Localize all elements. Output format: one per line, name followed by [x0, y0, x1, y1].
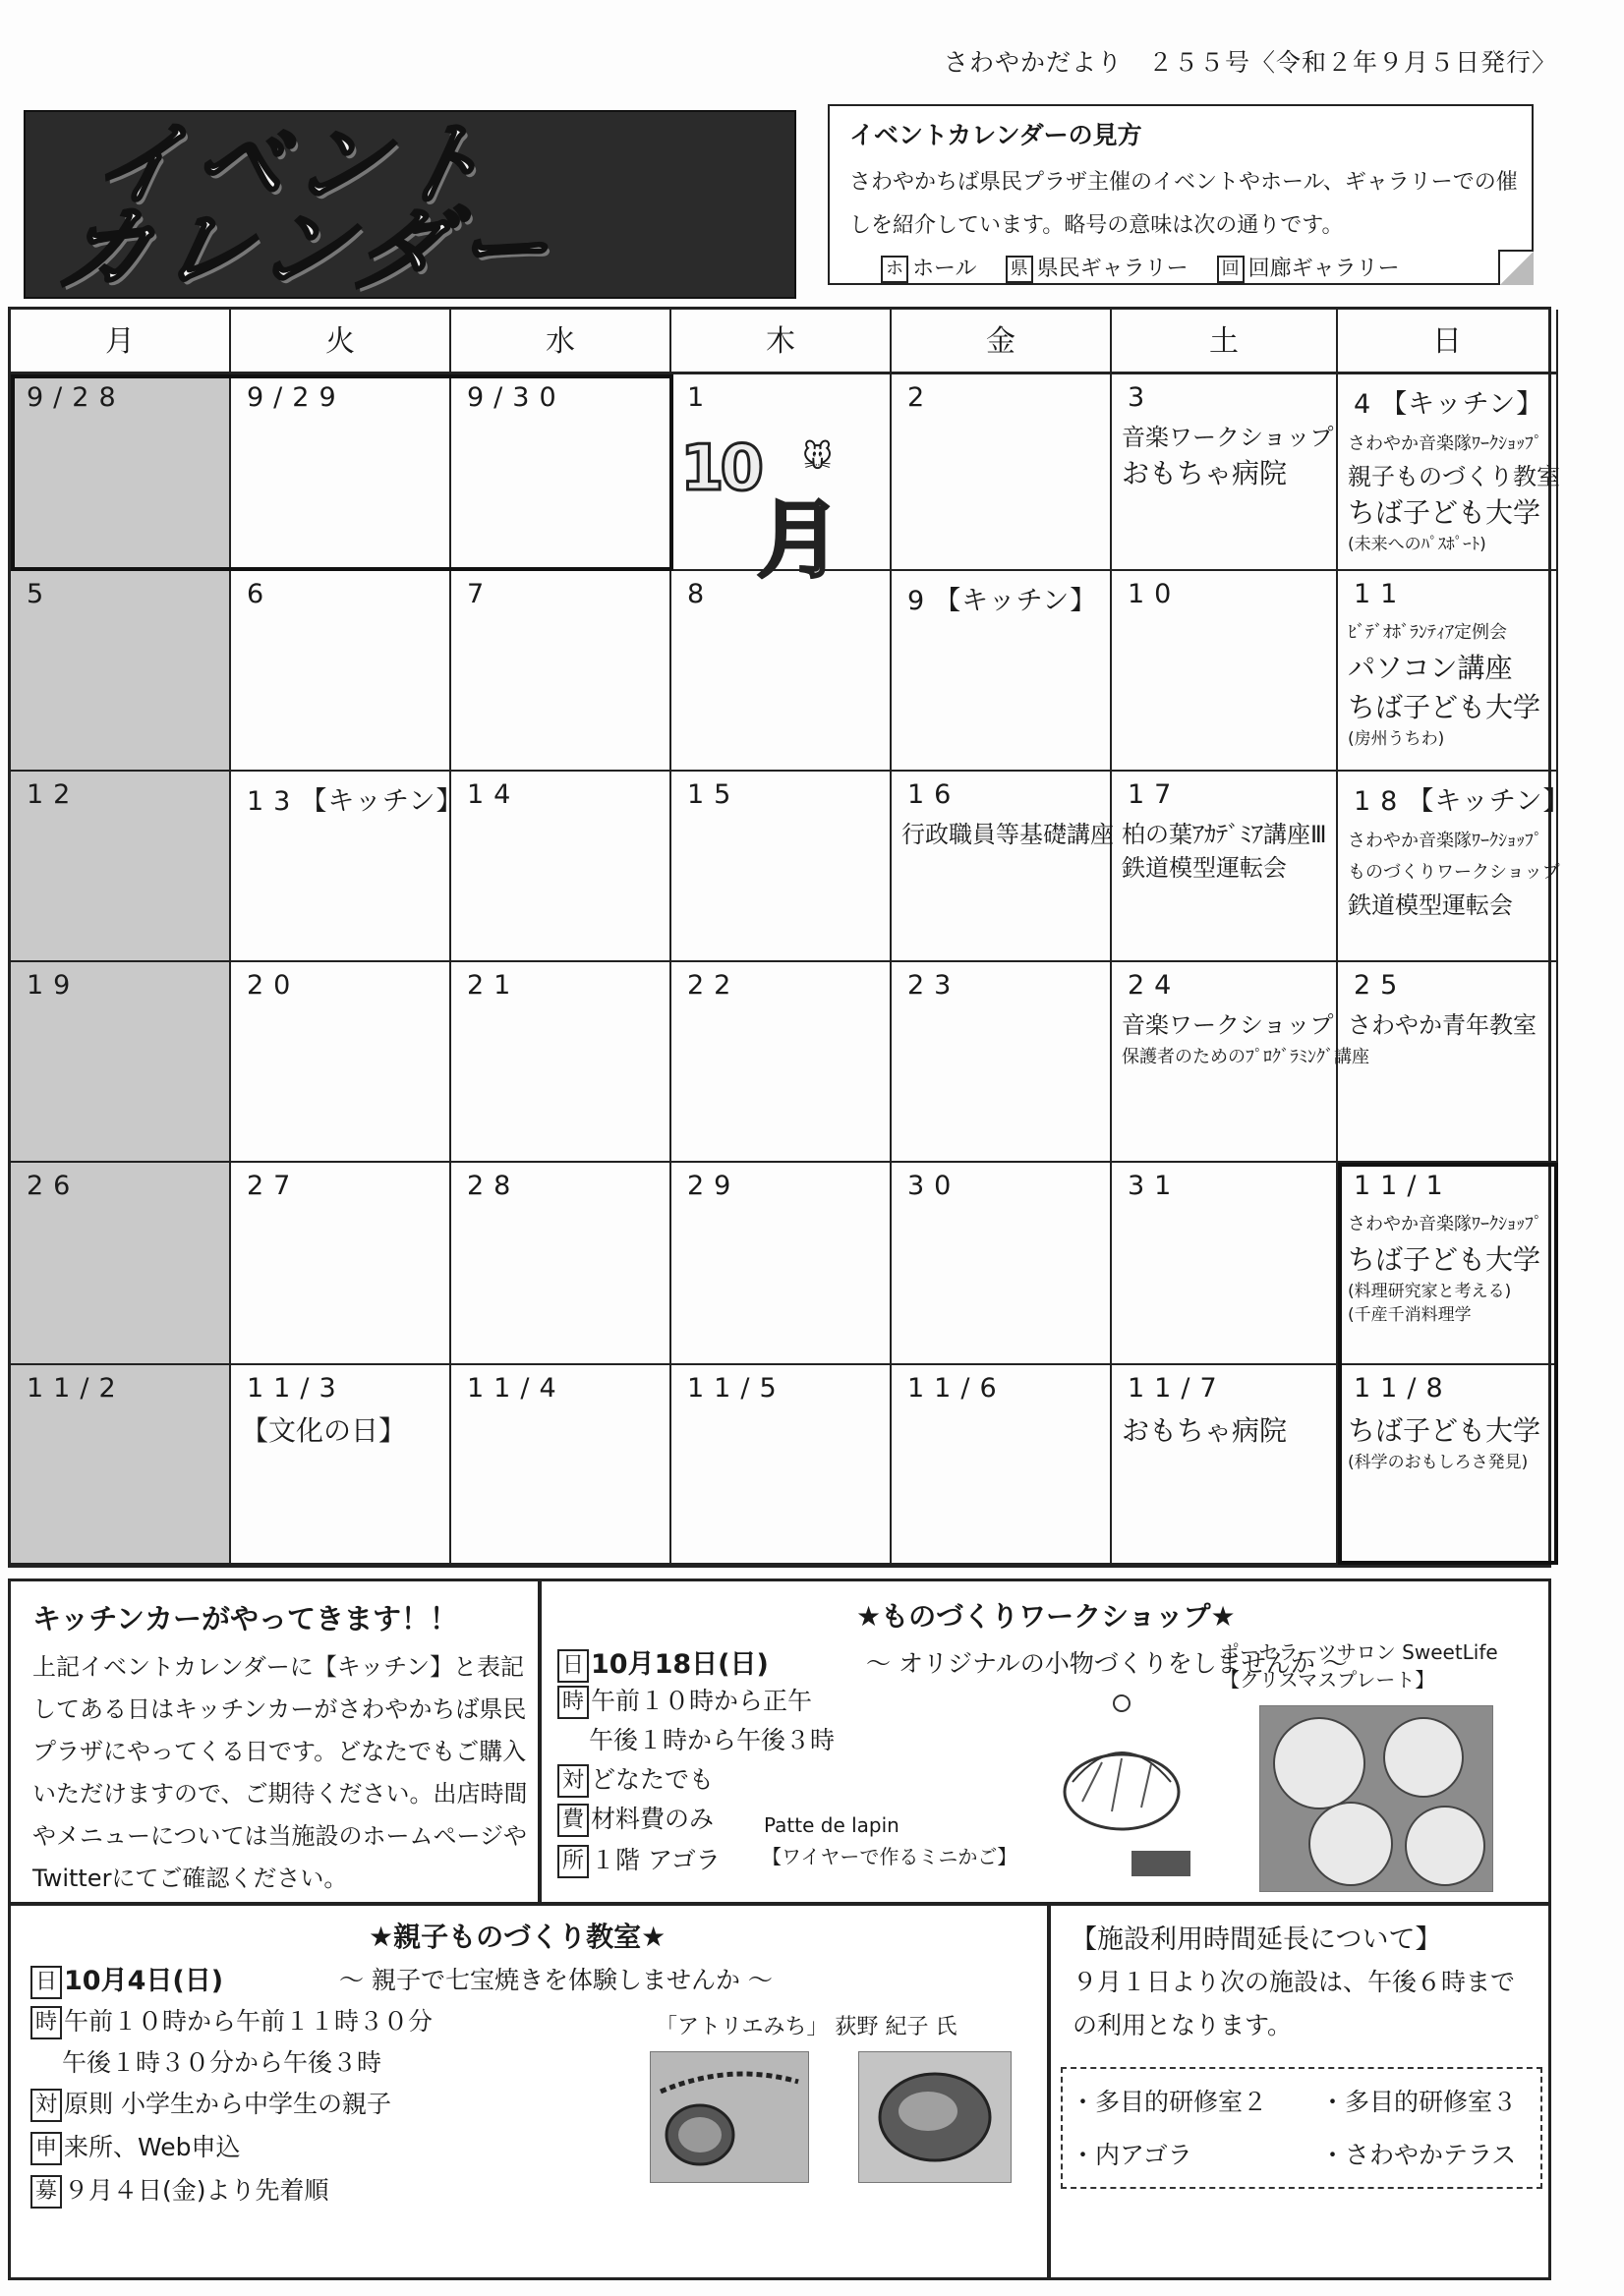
day-number	[247, 779, 464, 818]
calendar-day-cell	[11, 1163, 231, 1365]
workshop-subtitle: ～ オリジナルの小物づくりをしませんか ～	[866, 1649, 1348, 1678]
date-key-icon: 日	[30, 1966, 62, 1999]
oyako-subtitle: ～ 親子で七宝焼きを体験しませんか ～	[339, 1966, 773, 1994]
day-number	[467, 579, 660, 609]
day-number	[467, 1171, 660, 1201]
fee-key-icon: 費	[557, 1804, 589, 1837]
calendar-day-cell	[1112, 772, 1338, 962]
calendar-day-cell	[11, 962, 231, 1163]
day-date: 5	[27, 579, 54, 609]
kitchen-title: キッチンカーがやってきます！！	[32, 1602, 458, 1636]
cloisonne-plate-photo	[858, 2051, 1012, 2183]
event-entry: 音楽ワークショップ	[1122, 1011, 1334, 1039]
workshop-target: どなたでも	[591, 1765, 715, 1794]
weekday-header: 金	[892, 310, 1112, 374]
day-number	[247, 579, 439, 609]
day-number	[687, 970, 880, 1001]
event-entry: (科学のおもしろさ発見)	[1348, 1453, 1529, 1472]
event-entry: (料理研究家と考える)	[1348, 1282, 1512, 1301]
day-date: 18	[1354, 786, 1408, 817]
day-date: 2	[907, 382, 935, 413]
day-number	[467, 1373, 660, 1404]
day-date: 10	[1128, 579, 1182, 609]
page-fold-icon	[1498, 250, 1534, 285]
day-date: 11/4	[467, 1373, 566, 1404]
day-date: 11/2	[27, 1373, 126, 1404]
calendar-day-cell	[892, 571, 1112, 772]
legend-key-hall	[881, 257, 977, 281]
day-number	[1354, 1171, 1546, 1201]
day-number	[1128, 579, 1326, 609]
kitchen-tag: 【キッチン】	[934, 586, 1098, 616]
day-date: 30	[907, 1171, 961, 1201]
kitchen-tag: 【キッチン】	[300, 786, 464, 817]
workshop-time-row	[557, 1682, 812, 1719]
christmas-plate-photo	[1259, 1705, 1493, 1892]
event-entry: 鉄道模型運転会	[1122, 854, 1287, 882]
event-entry: おもちゃ病院	[1122, 457, 1288, 489]
event-entry: (未来へのﾊﾟｽﾎﾟｰﾄ)	[1348, 535, 1486, 554]
day-date: 27	[247, 1171, 301, 1201]
event-entry: ちば子ども大学	[1348, 1414, 1541, 1447]
day-date: 11/8	[1354, 1373, 1453, 1404]
monozukuri-workshop-section	[539, 1578, 1551, 1905]
event-entry: さわやか音楽隊ﾜｰｸｼｮｯﾌﾟ	[1348, 831, 1542, 851]
day-date: 11/7	[1128, 1373, 1227, 1404]
day-number	[27, 1373, 219, 1404]
calendar-day-cell	[11, 772, 231, 962]
calendar-day-cell	[451, 571, 671, 772]
calendar-day-cell	[1112, 962, 1369, 1163]
workshop-fee: 材料費のみ	[591, 1805, 715, 1833]
day-date: 1	[687, 382, 715, 413]
day-date: 6	[247, 579, 274, 609]
day-date: 7	[467, 579, 494, 609]
workshop-fee-row	[557, 1800, 714, 1837]
event-entry: 柏の葉ｱｶﾃﾞﾐｱ講座Ⅲ	[1122, 821, 1327, 848]
legend-body: さわやかちば県民プラザ主催のイベントやホール、ギャラリーでの催しを紹介しています。略号の意味は次の通りです。	[849, 170, 1518, 238]
legend-box	[828, 104, 1534, 285]
day-number	[1128, 779, 1326, 810]
day-number	[687, 1171, 880, 1201]
day-number	[907, 970, 1100, 1001]
workshop-title: ★ものづくりワークショップ★	[856, 1600, 1236, 1633]
day-number	[247, 382, 439, 413]
day-number	[247, 1171, 439, 1201]
oyako-date: 10月4日(日)	[64, 1966, 224, 1996]
legend-key-corridor	[1217, 257, 1400, 281]
day-number	[907, 1171, 1100, 1201]
workshop-time-pm: 午後１時から午後３時	[589, 1726, 836, 1754]
calendar-day-cell	[892, 962, 1112, 1163]
day-number	[687, 1373, 880, 1404]
event-entry: パソコン講座	[1348, 652, 1513, 684]
calendar-day-cell	[1112, 1163, 1338, 1365]
legend-title: イベントカレンダーの見方	[849, 121, 1142, 149]
day-number	[27, 579, 219, 609]
facility-list	[1061, 2067, 1542, 2189]
oyako-apply: 来所、Web申込	[64, 2133, 241, 2161]
calendar-day-cell	[451, 374, 671, 571]
day-date: 29	[687, 1171, 741, 1201]
kitchen-body: 上記イベントカレンダーに【キッチン】と表記してある日はキッチンカーがさわやかちば県民プラザにやってくる日です。どなたでもご購入いただけますので、ご期待ください。出店時間やメニューについては当施設のホームページやTwitterにてご確認ください。	[32, 1653, 528, 1892]
calendar-day-cell	[671, 772, 892, 962]
wire-basket-photo	[1043, 1684, 1204, 1890]
cloisonne-pendant-photo	[650, 2051, 809, 2183]
kitchen-car-section	[8, 1578, 541, 1905]
oyako-time-row	[30, 2002, 433, 2039]
day-number	[27, 1171, 219, 1201]
oyako-time-pm: 午後１時３０分から午後３時	[62, 2048, 382, 2077]
day-date: 25	[1354, 970, 1408, 1001]
hall-key-icon: ホ	[881, 256, 908, 283]
day-date: 20	[247, 970, 301, 1001]
gallery-key-icon: 県	[1006, 256, 1033, 283]
legend-keys	[881, 252, 1421, 283]
calendar-day-cell	[231, 1163, 451, 1365]
day-date: 9/29	[247, 382, 346, 413]
day-number	[1354, 1373, 1546, 1404]
month-number: 10	[680, 432, 761, 505]
legend-key-label: 回廊ギャラリー	[1247, 257, 1400, 281]
weekday-header: 水	[451, 310, 671, 374]
oyako-target: 原則 小学生から中学生の親子	[64, 2090, 391, 2118]
calendar-day-cell	[671, 1365, 892, 1565]
event-calendar-banner	[24, 110, 796, 302]
workshop-time-row-2	[589, 1721, 835, 1756]
day-date: 11/5	[687, 1373, 786, 1404]
calendar-day-cell	[1112, 374, 1338, 571]
time-key-icon: 時	[30, 2006, 62, 2039]
banner-line-1: イベント	[83, 112, 507, 217]
legend-key-gallery	[1006, 257, 1189, 281]
day-date: 19	[27, 970, 81, 1001]
calendar-day-cell	[892, 1163, 1112, 1365]
legend-key-label: 県民ギャラリー	[1036, 257, 1189, 281]
day-date: 9	[907, 586, 935, 616]
calendar-day-cell	[451, 772, 671, 962]
workshop-target-row	[557, 1760, 714, 1798]
calendar-day-cell	[1112, 571, 1338, 772]
facility-title: 【施設利用時間延長について】	[1071, 1924, 1442, 1955]
place-key-icon: 所	[557, 1845, 589, 1878]
day-date: 8	[687, 579, 715, 609]
workshop-time-am: 午前１０時から正午	[591, 1687, 813, 1715]
workshop-place: １階 アゴラ	[591, 1846, 721, 1874]
day-number	[247, 1373, 439, 1404]
calendar-day-cell	[671, 1163, 892, 1365]
day-number	[1128, 1171, 1326, 1201]
day-date: 13	[247, 786, 301, 817]
event-entry: (千産千消料理学	[1348, 1305, 1472, 1325]
publication-header: さわやかだより ２５５号〈令和２年９月５日発行〉	[944, 48, 1558, 77]
day-date: 11/3	[247, 1373, 346, 1404]
calendar-day-cell	[1112, 1365, 1338, 1565]
recruit-key-icon: 募	[30, 2175, 62, 2209]
calendar-day-cell	[671, 962, 892, 1163]
calendar-day-cell	[231, 962, 451, 1163]
day-date: 4	[1354, 389, 1381, 420]
item2-name: 【クリスマスプレート】	[1220, 1668, 1435, 1692]
day-number	[1354, 579, 1546, 609]
calendar-day-cell	[892, 772, 1112, 962]
kitchen-tag: 【キッチン】	[1380, 389, 1544, 420]
day-number	[247, 970, 439, 1001]
calendar-day-cell	[11, 374, 231, 571]
calendar-day-cell	[451, 962, 671, 1163]
apply-key-icon: 申	[30, 2132, 62, 2165]
day-number	[1128, 970, 1326, 1001]
workshop-date-row	[557, 1642, 769, 1683]
oyako-monozukuri-section	[8, 1903, 1050, 2280]
corridor-key-icon: 回	[1217, 256, 1245, 283]
event-entry: (房州うちわ)	[1348, 729, 1445, 749]
calendar-day-cell	[1338, 962, 1558, 1163]
day-number	[687, 779, 880, 810]
event-entry: 音楽ワークショップ	[1122, 424, 1334, 451]
event-entry: さわやか音楽隊ﾜｰｸｼｮｯﾌﾟ	[1348, 433, 1542, 454]
target-key-icon: 対	[557, 1764, 589, 1798]
event-entry: 親子ものづくり教室	[1348, 463, 1560, 490]
day-number	[907, 779, 1100, 810]
october-badge	[680, 432, 877, 590]
event-entry: ちば子ども大学	[1348, 1243, 1541, 1276]
day-date: 23	[907, 970, 961, 1001]
workshop-date: 10月18日(日)	[591, 1649, 769, 1680]
facility-item: ・内アゴラ	[1071, 2141, 1192, 2169]
oyako-target-row	[30, 2085, 391, 2122]
day-number	[1128, 382, 1326, 413]
day-date: 28	[467, 1171, 521, 1201]
kitchen-tag: 【キッチン】	[1407, 786, 1571, 817]
weekday-header: 土	[1112, 310, 1338, 374]
event-entry: ちば子ども大学	[1348, 496, 1541, 529]
event-entry: 保護者のためのﾌﾟﾛｸﾞﾗﾐﾝｸﾞ講座	[1122, 1047, 1369, 1067]
facility-item: ・多目的研修室３	[1320, 2088, 1518, 2116]
day-date: 17	[1128, 779, 1182, 810]
calendar-day-cell	[231, 374, 451, 571]
target-key-icon: 対	[30, 2089, 62, 2122]
day-date: 11/6	[907, 1373, 1007, 1404]
item1-name: 【ワイヤーで作るミニかご】	[762, 1845, 1017, 1868]
calendar-day-cell	[1338, 571, 1558, 772]
day-number	[907, 579, 1100, 617]
day-date: 3	[1128, 382, 1155, 413]
oyako-title: ★親子ものづくり教室★	[369, 1921, 667, 1953]
event-entry: さわやか音楽隊ﾜｰｸｼｮｯﾌﾟ	[1348, 1214, 1542, 1234]
event-entry: さわやか青年教室	[1348, 1011, 1537, 1039]
weekday-header: 月	[11, 310, 231, 374]
calendar-day-cell	[1338, 374, 1558, 571]
workshop-place-row	[557, 1841, 721, 1878]
weekday-header: 木	[671, 310, 892, 374]
event-entry: 行政職員等基礎講座	[901, 821, 1114, 848]
day-number	[467, 382, 660, 413]
day-number	[907, 1373, 1100, 1404]
event-entry: ものづくりワークショップ	[1348, 862, 1560, 883]
day-number	[467, 779, 660, 810]
day-date: 15	[687, 779, 741, 810]
day-date: 14	[467, 779, 521, 810]
day-number	[1354, 382, 1546, 421]
calendar-day-cell	[11, 571, 231, 772]
day-date: 16	[907, 779, 961, 810]
day-number	[1354, 779, 1571, 818]
event-entry: おもちゃ病院	[1122, 1414, 1288, 1447]
oyako-date-row	[30, 1959, 223, 1999]
day-date: 9/30	[467, 382, 566, 413]
time-key-icon: 時	[557, 1686, 589, 1719]
day-date: 31	[1128, 1171, 1182, 1201]
oyako-instructor: 「アトリエみち」 荻野 紀子 氏	[656, 2015, 957, 2039]
calendar-day-cell	[231, 772, 464, 962]
facility-item: ・多目的研修室２	[1071, 2088, 1268, 2116]
day-date: 9/28	[27, 382, 126, 413]
day-date: 26	[27, 1171, 81, 1201]
day-number	[27, 779, 219, 810]
day-date: 22	[687, 970, 741, 1001]
day-date: 21	[467, 970, 521, 1001]
calendar-day-cell	[451, 1365, 671, 1565]
event-entry: 鉄道模型運転会	[1348, 891, 1513, 919]
item2-maker: ポーセラーツサロン SweetLife	[1220, 1640, 1498, 1664]
calendar-day-cell	[451, 1163, 671, 1365]
month-unit: 月	[757, 491, 841, 590]
item1-maker: Patte de lapin	[764, 1813, 899, 1837]
calendar-day-cell	[1338, 772, 1571, 962]
day-number	[1354, 970, 1546, 1001]
day-number	[27, 382, 219, 413]
oyako-time-am: 午前１０時から午前１１時３０分	[64, 2007, 434, 2036]
oyako-recruit-row	[30, 2171, 329, 2209]
mouse-icon: 🐭	[802, 440, 834, 475]
day-date: 11	[1354, 579, 1408, 609]
weekday-header: 火	[231, 310, 451, 374]
event-entry: ﾋﾞﾃﾞｵﾎﾞﾗﾝﾃｨｱ定例会	[1348, 622, 1507, 643]
calendar-day-cell	[231, 571, 451, 772]
oyako-recruit: ９月４日(金)より先着順	[64, 2176, 329, 2205]
facility-extension-section	[1048, 1903, 1551, 2280]
calendar-day-cell	[1338, 1365, 1558, 1565]
calendar-day-cell	[671, 571, 892, 772]
event-entry: 【文化の日】	[241, 1414, 407, 1447]
day-number	[907, 382, 1100, 413]
day-number	[1128, 1373, 1326, 1404]
day-number	[27, 970, 219, 1001]
calendar-day-cell	[11, 1365, 231, 1565]
facility-body: ９月１日より次の施設は、午後６時までの利用となります。	[1073, 1968, 1516, 2039]
oyako-time-row-2	[62, 2043, 381, 2079]
facility-item: ・さわやかテラス	[1320, 2141, 1517, 2169]
day-date: 24	[1128, 970, 1182, 1001]
day-date: 12	[27, 779, 81, 810]
day-date: 11/1	[1354, 1171, 1453, 1201]
calendar-day-cell	[231, 1365, 451, 1565]
calendar-day-cell	[892, 1365, 1112, 1565]
event-entry: ちば子ども大学	[1348, 691, 1541, 723]
banner-line-2: カレンダー	[49, 197, 568, 302]
legend-key-label: ホール	[912, 257, 977, 281]
day-number	[687, 382, 880, 413]
oyako-apply-row	[30, 2128, 241, 2165]
weekday-header: 日	[1338, 310, 1558, 374]
calendar-day-cell	[1338, 1163, 1558, 1365]
day-number	[467, 970, 660, 1001]
date-key-icon: 日	[557, 1649, 589, 1683]
calendar-day-cell	[892, 374, 1112, 571]
